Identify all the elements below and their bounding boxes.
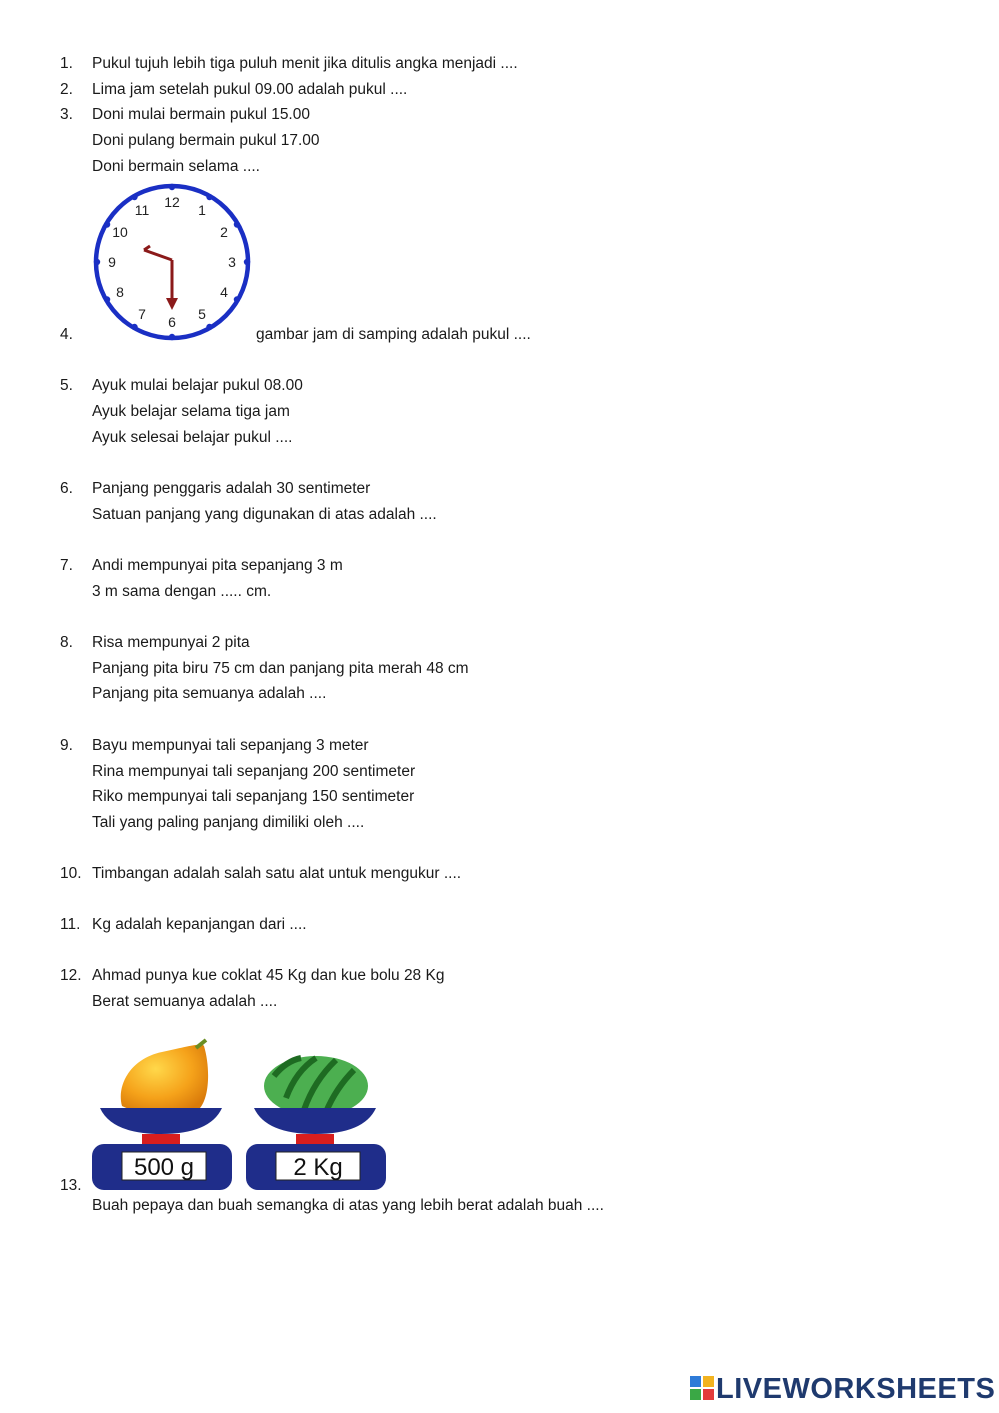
clock-number: 12 [164, 194, 180, 210]
papaya-scale-illustration [92, 1036, 232, 1196]
clock-number: 1 [198, 202, 206, 219]
question-text: Buah pepaya dan buah semangka di atas yang lebih berat adalah buah .... [92, 1197, 604, 1214]
question-text: Panjang pita semuanya adalah .... [92, 685, 327, 702]
clock-tick [104, 221, 110, 227]
question-text: Tali yang paling panjang dimiliki oleh .... [92, 814, 365, 831]
papaya-icon [121, 1045, 208, 1114]
clock-tick [169, 184, 175, 190]
clock-number: 7 [138, 305, 146, 322]
question-text: Panjang penggaris adalah 30 sentimeter [92, 480, 371, 497]
question-number: 8. [60, 634, 73, 651]
clock-number: 3 [228, 254, 236, 270]
question-text: Doni pulang bermain pukul 17.00 [92, 132, 320, 149]
question-number: 13. [60, 1177, 82, 1194]
question-number: 7. [60, 557, 73, 574]
clock-number: 10 [112, 224, 128, 240]
question-text: Risa mempunyai 2 pita [92, 634, 250, 651]
question-number: 11. [60, 916, 81, 933]
clock-tick [104, 296, 110, 302]
clock-number: 5 [198, 305, 206, 322]
question-number: 10. [60, 865, 82, 882]
question-text: 3 m sama dengan ..... cm. [92, 583, 272, 600]
question-number: 9. [60, 737, 73, 754]
clock-tick [131, 194, 137, 200]
clock-tick [234, 296, 240, 302]
question-text: Doni mulai bermain pukul 15.00 [92, 106, 310, 123]
scale-pan [100, 1108, 222, 1134]
question-text: Timbangan adalah salah satu alat untuk mengukur .... [92, 865, 462, 882]
question-text: Bayu mempunyai tali sepanjang 3 meter [92, 737, 369, 754]
clock-tick [206, 194, 212, 200]
question-number: 4. [60, 326, 73, 343]
question-text: Pukul tujuh lebih tiga puluh menit jika ditulis angka menjadi .... [92, 55, 518, 72]
scale-reading-watermelon: 2 Kg [293, 1154, 343, 1181]
question-text: Kg adalah kepanjangan dari .... [92, 916, 307, 933]
clock-number: 4 [220, 284, 228, 300]
question-text: Andi mempunyai pita sepanjang 3 m [92, 557, 343, 574]
clock-number: 2 [220, 224, 228, 240]
question-text: Rina mempunyai tali sepanjang 200 sentimeter [92, 763, 416, 780]
clock-number: 8 [116, 284, 124, 300]
clock-tick [94, 259, 100, 265]
clock-tick [131, 324, 137, 330]
question-text: Satuan panjang yang digunakan di atas adalah .... [92, 506, 437, 523]
question-text: Lima jam setelah pukul 09.00 adalah pukul .... [92, 81, 408, 98]
clock-number: 11 [134, 202, 150, 219]
clock-tick [169, 334, 175, 340]
question-number: 1. [60, 55, 73, 72]
clock-number: 9 [108, 254, 116, 270]
scale-pan [254, 1108, 376, 1134]
question-text: gambar jam di samping adalah pukul .... [256, 326, 531, 343]
liveworksheets-logo [690, 1373, 995, 1406]
scale-stem [296, 1134, 334, 1144]
question-number: 3. [60, 106, 73, 123]
question-number: 2. [60, 81, 73, 98]
clock-number: 6 [168, 314, 176, 330]
clock-tick [206, 324, 212, 330]
question-text: Doni bermain selama .... [92, 158, 260, 175]
question-number: 12. [60, 967, 82, 984]
question-text: Riko mempunyai tali sepanjang 150 sentimeter [92, 788, 415, 805]
question-text: Berat semuanya adalah .... [92, 993, 278, 1010]
question-text: Panjang pita biru 75 cm dan panjang pita merah 48 cm [92, 660, 469, 677]
logo-text: LIVEWORKSHEETS [716, 1373, 996, 1405]
question-text: Ayuk belajar selama tiga jam [92, 403, 290, 420]
clock-tick [244, 259, 250, 265]
question-text: Ayuk mulai belajar pukul 08.00 [92, 377, 303, 394]
clock-illustration [90, 182, 254, 346]
clock-tick [234, 221, 240, 227]
scale-reading-papaya: 500 g [133, 1154, 195, 1181]
question-number: 5. [60, 377, 73, 394]
question-text: Ahmad punya kue coklat 45 Kg dan kue bolu 28 Kg [92, 967, 445, 984]
liveworksheets-logo-icon [690, 1376, 714, 1400]
question-number: 6. [60, 480, 73, 497]
question-text: Ayuk selesai belajar pukul .... [92, 429, 293, 446]
scale-stem [142, 1134, 180, 1144]
watermelon-scale-illustration [246, 1036, 386, 1196]
